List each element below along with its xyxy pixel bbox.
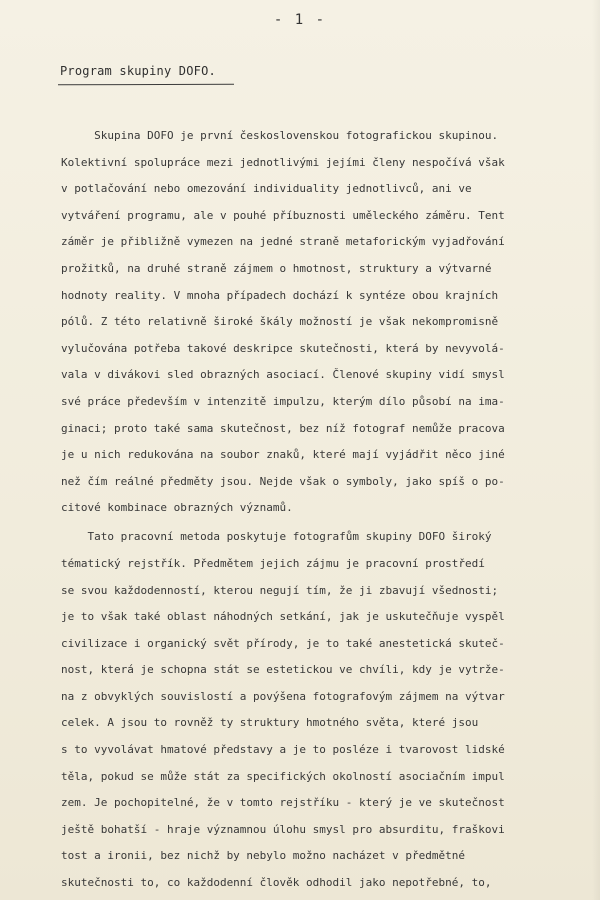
text-line: na z obvyklých souvislostí a povýšena fotografovým zájmem na výtvar <box>61 689 505 703</box>
text-line: vylučována potřeba takové deskripce skutečnosti, která by nevyvolá- <box>61 341 505 355</box>
text-line: skutečnosti to, co každodenní člověk odhodil jako nepotřebné, to, <box>61 876 492 890</box>
text-line: těla, pokud se může stát za specifických okolností asociačním impul <box>61 769 505 783</box>
text-line: záměr je přibližně vymezen na jedné straně metaforickým vyjadřování <box>61 235 505 249</box>
text-line: vytváření programu, ale v pouhé příbuznosti uměleckého záměru. Tent <box>61 208 505 222</box>
text-line: prožitků, na druhé straně zájmem o hmotnost, struktury a výtvarné <box>61 261 492 275</box>
text-line: než čím reálné předměty jsou. Nejde však o symboly, jako spíš o po- <box>61 474 505 488</box>
text-line: je to však také oblast náhodných setkání, jak je uskutečňuje vyspěl <box>61 610 505 624</box>
text-line: v potlačování nebo omezování individuality jednotlivců, ani ve <box>61 182 472 196</box>
text-line: tost a ironii, bez nichž by nebylo možno nacházet v předmětné <box>61 849 465 863</box>
title-underline <box>58 84 234 86</box>
text-line: s to vyvolávat hmatové představy a je to posléze i tvarovost lidské <box>61 743 505 757</box>
text-line: Kolektivní spolupráce mezi jednotlivými jejími členy nespočívá však <box>61 155 505 169</box>
text-line: citové kombinace obrazných významů. <box>61 501 293 515</box>
paper-edge-shadow <box>592 0 600 900</box>
body-text <box>61 123 600 897</box>
text-line: zem. Je pochopitelné, že v tomto rejstříku - který je ve skutečnost <box>61 796 505 810</box>
text-line: celek. A jsou to rovněž ty struktury hmotného světa, které jsou <box>61 716 479 730</box>
text-line: hodnoty reality. V mnoha případech dochází k syntéze obou krajních <box>61 288 499 302</box>
text-line: ještě bohatší - hraje významnou úlohu smysl pro absurditu, fraškovi <box>61 822 505 836</box>
text-line: tématický rejstřík. Předmětem jejich zájmu je pracovní prostředí <box>61 556 485 570</box>
text-line: Skupina DOFO je první československou fotografickou skupinou. <box>61 129 499 142</box>
page-number: - 1 - <box>273 12 327 28</box>
text-line: své práce především v intenzitě impulzu, kterým dílo působí na ima- <box>61 394 505 408</box>
text-line: vala v divákovi sled obrazných asociací. Členové skupiny vidí smysl <box>61 368 505 382</box>
text-line: nost, která je schopna stát se estetickou ve chvíli, kdy je vytrže- <box>61 663 505 677</box>
text-line: je u nich redukována na soubor znaků, které mají vyjádřit něco jiné <box>61 448 505 462</box>
document-title: Program skupiny DOFO. <box>60 64 216 78</box>
text-line: ginaci; proto také sama skutečnost, bez níž fotograf nemůže pracova <box>61 421 505 435</box>
text-line: pólů. Z této relativně široké škály možností je však nekompromisně <box>61 315 499 329</box>
text-line: civilizace i organický svět přírody, je to také anestetická skuteč- <box>61 636 505 650</box>
text-line: se svou každodenností, kterou negují tím, že ji zbavují všednosti; <box>61 583 499 597</box>
text-line: Tato pracovní metoda poskytuje fotografům skupiny DOFO široký <box>61 530 492 544</box>
